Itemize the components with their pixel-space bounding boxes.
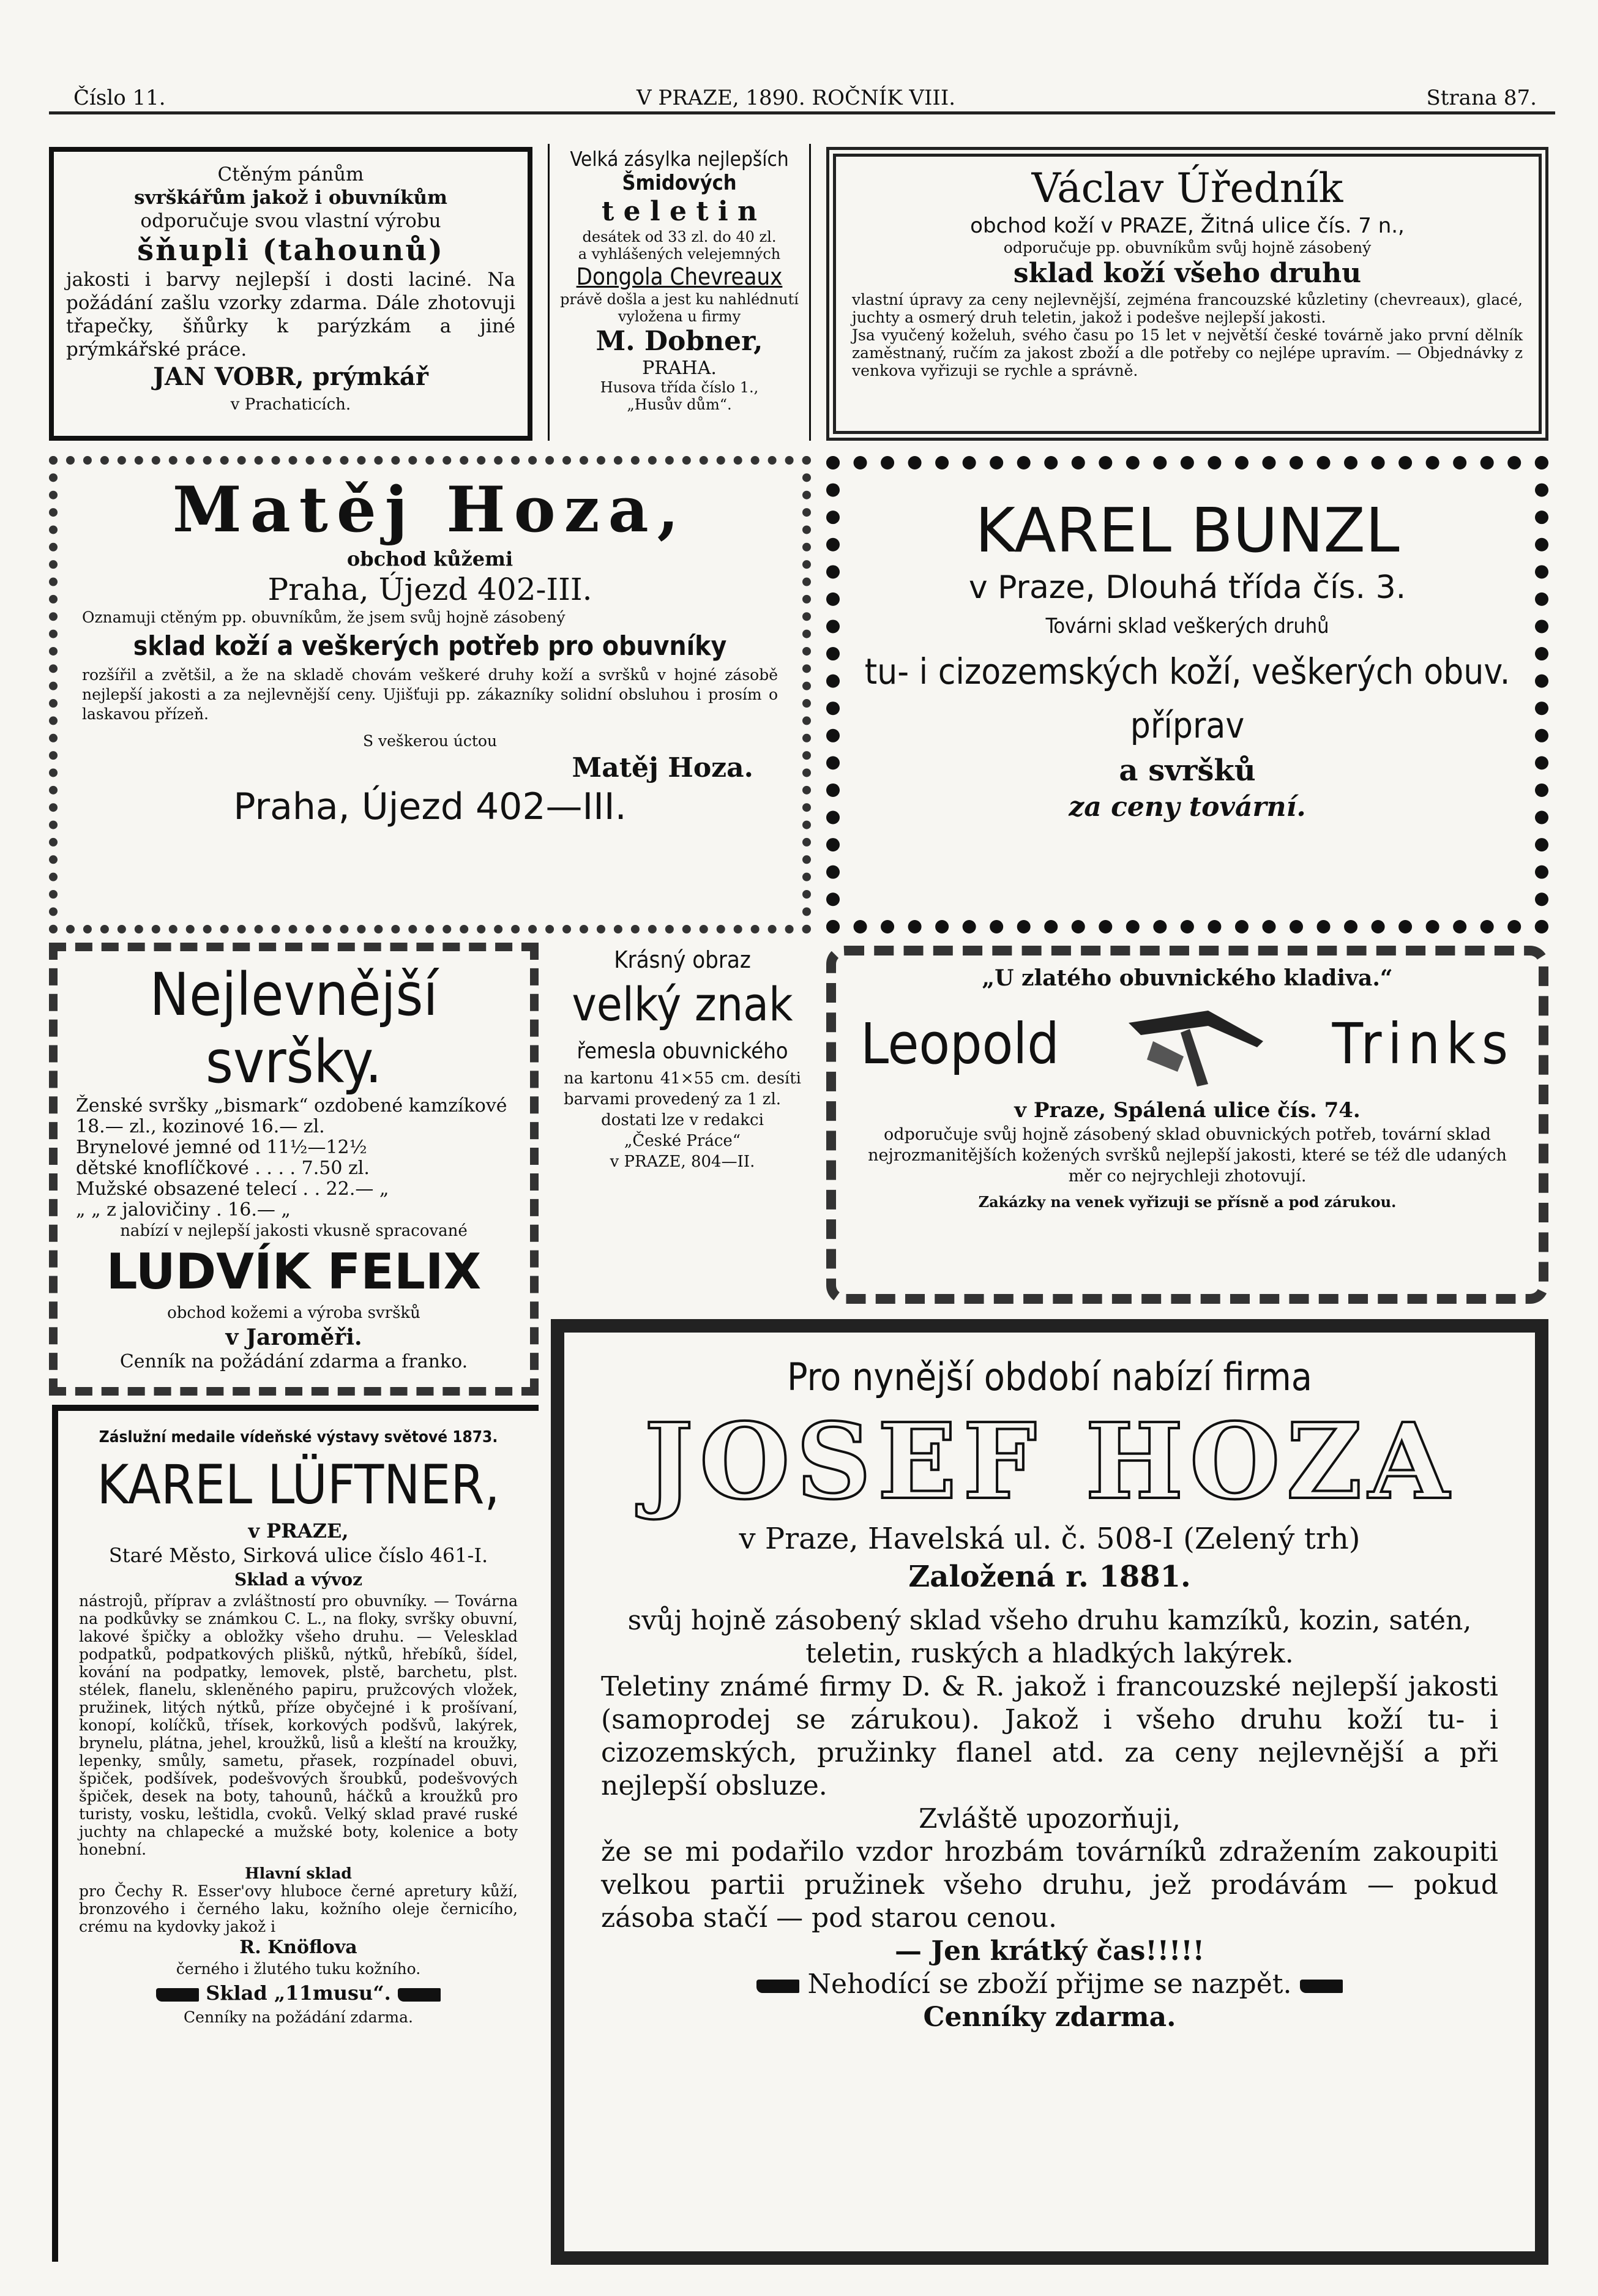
josef-line: Založená r. 1881. — [908, 1560, 1191, 1594]
hoza-name: Matěj Hoza, — [172, 473, 688, 547]
ad-trinks — [826, 946, 1548, 1304]
header-rule — [49, 111, 1555, 114]
felix-row: Ženské svršky „bismark“ ozdobené kamzíkové 18.— zl., kozinové 16.— zl. — [76, 1095, 507, 1137]
ad-znak — [554, 946, 811, 1313]
trinks-body: odporučuje svůj hojně zásobený sklad obuvnických potřeb, tovární sklad nejrozmanitějších kožených svršků nejlepší jakosti, které se též dle udaných měr co nejrychleji zhotovují. — [868, 1125, 1507, 1186]
hoza-line: S veškerou úctou — [362, 732, 498, 750]
pointing-hand-icon — [756, 1980, 799, 1993]
josef-line: Zvláště upozorňuji, — [918, 1803, 1181, 1834]
dobner-line: Velká zásylka nejlepších — [570, 147, 789, 171]
dobner-line: Šmidových — [622, 171, 737, 195]
felix-row: nabízí v nejlepší jakosti vkusně spracované — [120, 1222, 468, 1240]
josef-line: Cenníky zdarma. — [923, 2002, 1176, 2033]
felix-name: LUDVÍK FELIX — [106, 1243, 482, 1300]
urednik-line: odporučuje pp. obuvníkům svůj hojně zásobený — [1003, 239, 1372, 256]
ad-josef-hoza — [551, 1319, 1548, 2265]
josef-name: JOSEF HOZA — [644, 1400, 1455, 1523]
luftner-body: pro Čechy R. Esser'ovy hluboce černé apretury kůží, bronzového i černého laku, kožního oleje černicího, crému na kydovky jakož i — [79, 1882, 518, 1935]
luftner-line: Sklad a vývoz — [234, 1569, 362, 1590]
bunzl-line: v Praze, Dlouhá třída čís. 3. — [968, 569, 1406, 606]
bunzl-line: a svršků — [1119, 753, 1256, 788]
luftner-line: Staré Město, Sirková ulice číslo 461-I. — [108, 1544, 488, 1567]
bunzl-line: tu- i cizozemských koží, veškerých obuv. příprav — [864, 651, 1510, 746]
dobner-city: PRAHA. — [642, 357, 717, 379]
ad-dobner — [548, 144, 811, 441]
vobr-name: JAN VOBR, prýmkář — [153, 362, 428, 391]
felix-row: dětské knoflíčkové . . . . 7.50 zl. — [76, 1157, 370, 1179]
josef-body: Teletiny známé firmy D. & R. jakož i francouzské nejlepší jakosti (samoprodej se zárukou). Jakož i všeho druhu koží tu- i cizozemských, pružinky flanel atd. za ceny nejlevnější a při nejlepší obsluze. — [601, 1671, 1498, 1801]
josef-line: Pro nynější období nabízí firma — [787, 1355, 1312, 1399]
josef-body: svůj hojně zásobený sklad všeho druhu kamzíků, kozin, satén, teletin, ruských a hladkých lakýrek. — [627, 1605, 1472, 1669]
vobr-line: odporučuje svou vlastní výrobu — [140, 210, 441, 232]
vobr-body: jakosti i barvy nejlepší i dosti laciné. Na požádání zašlu vzorky zdarma. Dále zhotovuji třapečky, šňůrky k parýzkám a jiné prýmkářské práce. — [66, 269, 515, 361]
luftner-sklad-text: Sklad „11musu“. — [206, 1981, 391, 2005]
znak-line: Krásný obraz — [614, 946, 751, 973]
felix-row: „ „ z jalovičiny . 16.— „ — [76, 1199, 291, 1221]
josef-nazpet-text: Nehodící se zboží přijme se nazpět. — [807, 1969, 1292, 2000]
hoza-line: Praha, Újezd 402-III. — [267, 572, 592, 607]
pointing-hand-icon — [1300, 1980, 1343, 1993]
felix-line: v Jaroměři. — [225, 1325, 362, 1350]
vobr-line: svrškářům jakož i obuvníkům — [134, 187, 447, 209]
bunzl-name: KAREL BUNZL — [975, 495, 1400, 566]
znak-body: na kartonu 41×55 cm. desíti barvami provedený za 1 zl. — [564, 1069, 801, 1109]
josef-line: v Praze, Havelská ul. č. 508-I (Zelený trh) — [739, 1522, 1361, 1556]
urednik-line: obchod koží v PRAZE, Žitná ulice čís. 7 n., — [970, 214, 1405, 238]
trinks-name-first: Leopold — [861, 1011, 1059, 1077]
hammer-icon — [1116, 998, 1275, 1090]
trinks-name-row — [861, 992, 1514, 1096]
felix-line: obchod kožemi a výroba svršků — [167, 1304, 420, 1322]
bunzl-line: Továrni sklad veškerých druhů — [1045, 614, 1329, 638]
urednik-body: vlastní úpravy za ceny nejlevnější, zejména francouzské kůzletiny (chevreaux), glacé, juchty a osmerý druh teletin, jakož i podešve nejlepší jakosti. — [852, 291, 1523, 326]
dobner-line: a vyhlášených velejemných — [578, 245, 781, 263]
page-header — [73, 73, 1537, 110]
ad-luftner — [52, 1405, 539, 2262]
luftner-line: v PRAZE, — [248, 1519, 349, 1543]
dobner-addr: „Husův dům“. — [627, 396, 732, 413]
ad-bunzl — [826, 456, 1548, 933]
znak-title: velký znak — [572, 977, 793, 1031]
ad-matej-hoza — [49, 456, 811, 933]
hoza-sign: Matěj Hoza. — [572, 752, 753, 783]
luftner-sklad — [79, 1978, 518, 2008]
felix-row: Brynelové jemné od 11½—12½ — [76, 1137, 367, 1158]
hoza-sklad: sklad koží a veškerých potřeb pro obuvníky — [133, 630, 727, 662]
josef-line: — Jen krátký čas!!!!! — [895, 1935, 1204, 1967]
dobner-name: M. Dobner, — [596, 326, 763, 357]
dobner-line: právě došla a jest ku nahlédnutí vyložena u firmy — [560, 291, 799, 325]
trinks-name-last: Trinks — [1332, 1011, 1514, 1077]
felix-title: Nejlevnější svršky. — [149, 960, 438, 1096]
urednik-sklad: sklad koží všeho druhu — [1013, 258, 1362, 289]
znak-line: dostati lze v redakci — [601, 1111, 764, 1129]
page-number: Strana 87. — [1426, 86, 1537, 110]
luftner-body: nástrojů, příprav a zvláštností pro obuvníky. — Továrna na podkůvky se známkou C. L., na floky, svršky obuvní, lakové špičky a obložky všeho druhu. — Velesklad podpatků, podpatkových plišků, nýtků, hřebíků, šídel, kování na podpatky, lemovek, plstě, barchetu, plst. stélek, flanelu, skleněného papiru, pružcových vložek, pružinek, litých nýtků, příze obyčejné i k prošívaní, konopí, kolíčků, třísek, korkových podšvů, lakýrek, brynelu, plátna, jehel, kroužků, lisů a kleští na kroužky, lepenky, smůly, sametu, přasek, rozpínadel obuvi, špiček, podšívek, podešvových šroubků, podešvových špiček, desek na boty, tahounů, háčků a kroužků pro turisty, vosku, leštidla, cvoků. Velký sklad pravé ruské juchty na chlapecké a mužské boty, kolenice a boty honební. — [79, 1592, 518, 1858]
luftner-line: Hlavní sklad — [245, 1864, 352, 1882]
header-center: V PRAZE, 1890. ROČNÍK VIII. — [636, 86, 956, 110]
luftner-line: R. Knöflova — [239, 1937, 357, 1958]
pointing-hand-icon — [398, 1988, 441, 2002]
felix-line: Cenník na požádání zdarma a franko. — [119, 1351, 468, 1372]
dobner-dongola: Dongola Chevreaux — [576, 263, 783, 290]
dobner-line: desátek od 33 zl. do 40 zl. — [582, 228, 777, 245]
bunzl-line: za ceny tovární. — [1069, 791, 1306, 823]
dobner-addr: Husova třída číslo 1., — [600, 379, 759, 396]
hoza-addr: Praha, Újezd 402—III. — [233, 785, 627, 828]
dobner-teletin: t e l e t i n — [602, 196, 757, 227]
luftner-line: Záslužní medaile vídeňské výstavy světové 1873. — [99, 1428, 498, 1446]
ad-vobr — [49, 147, 532, 441]
znak-line: v PRAZE, 804—II. — [610, 1153, 755, 1171]
trinks-line: v Praze, Spálená ulice čís. 74. — [1014, 1098, 1361, 1123]
trinks-line: Zakázky na venek vyřizuji se přísně a pod zárukou. — [978, 1193, 1397, 1211]
vobr-line: Ctěným pánům — [217, 163, 364, 185]
urednik-name: Václav Úředník — [1031, 165, 1343, 212]
josef-body: že se mi podařilo vzdor hrozbám továrníků zdražením zakoupiti velkou partii pružinek všeho druhu, jež prodávám — pokud zásoba stačí — pod starou cenou. — [601, 1836, 1498, 1934]
ad-felix — [49, 943, 539, 1396]
luftner-name: KAREL LÜFTNER, — [97, 1453, 500, 1516]
znak-line: „České Práce“ — [624, 1132, 741, 1150]
vobr-highlight: šňupli (tahounů) — [137, 233, 444, 267]
hoza-line: obchod kůžemi — [346, 547, 513, 570]
ad-urednik — [826, 147, 1548, 441]
josef-nazpet — [601, 1968, 1498, 2001]
hoza-line: Oznamuji ctěným pp. obuvníkům, že jsem svůj hojně zásobený — [82, 608, 566, 626]
hoza-body: rozšířil a zvětšil, a že na skladě chovám veškeré druhy koží a svršků v hojné zásobě nejlepší jakosti a za nejlevnější ceny. Ujišťuji pp. zákazníky solidní obsluhou i prosím o laskavou přízeň. — [82, 666, 778, 723]
felix-row: Mužské obsazené telecí . . 22.— „ — [76, 1178, 389, 1200]
pointing-hand-icon — [156, 1988, 199, 2002]
urednik-body: Jsa vyučený koželuh, svého času po 15 let v největší české továrně jako první dělník zaměstnaný, ručím za jakost zboží a dle potřeby co nejlépe upravím. — Objednávky z venkova vyřizuji se rychle a správně. — [852, 326, 1523, 380]
luftner-line: černého i žlutého tuku kožního. — [176, 1960, 421, 1978]
luftner-line: Cenníky na požádání zdarma. — [184, 2008, 413, 2026]
issue-number: Číslo 11. — [73, 86, 166, 110]
znak-line: řemesla obuvnického — [577, 1039, 788, 1064]
vobr-place: v Prachaticích. — [230, 395, 351, 414]
trinks-line: „U zlatého obuvnického kladiva.“ — [982, 965, 1393, 991]
